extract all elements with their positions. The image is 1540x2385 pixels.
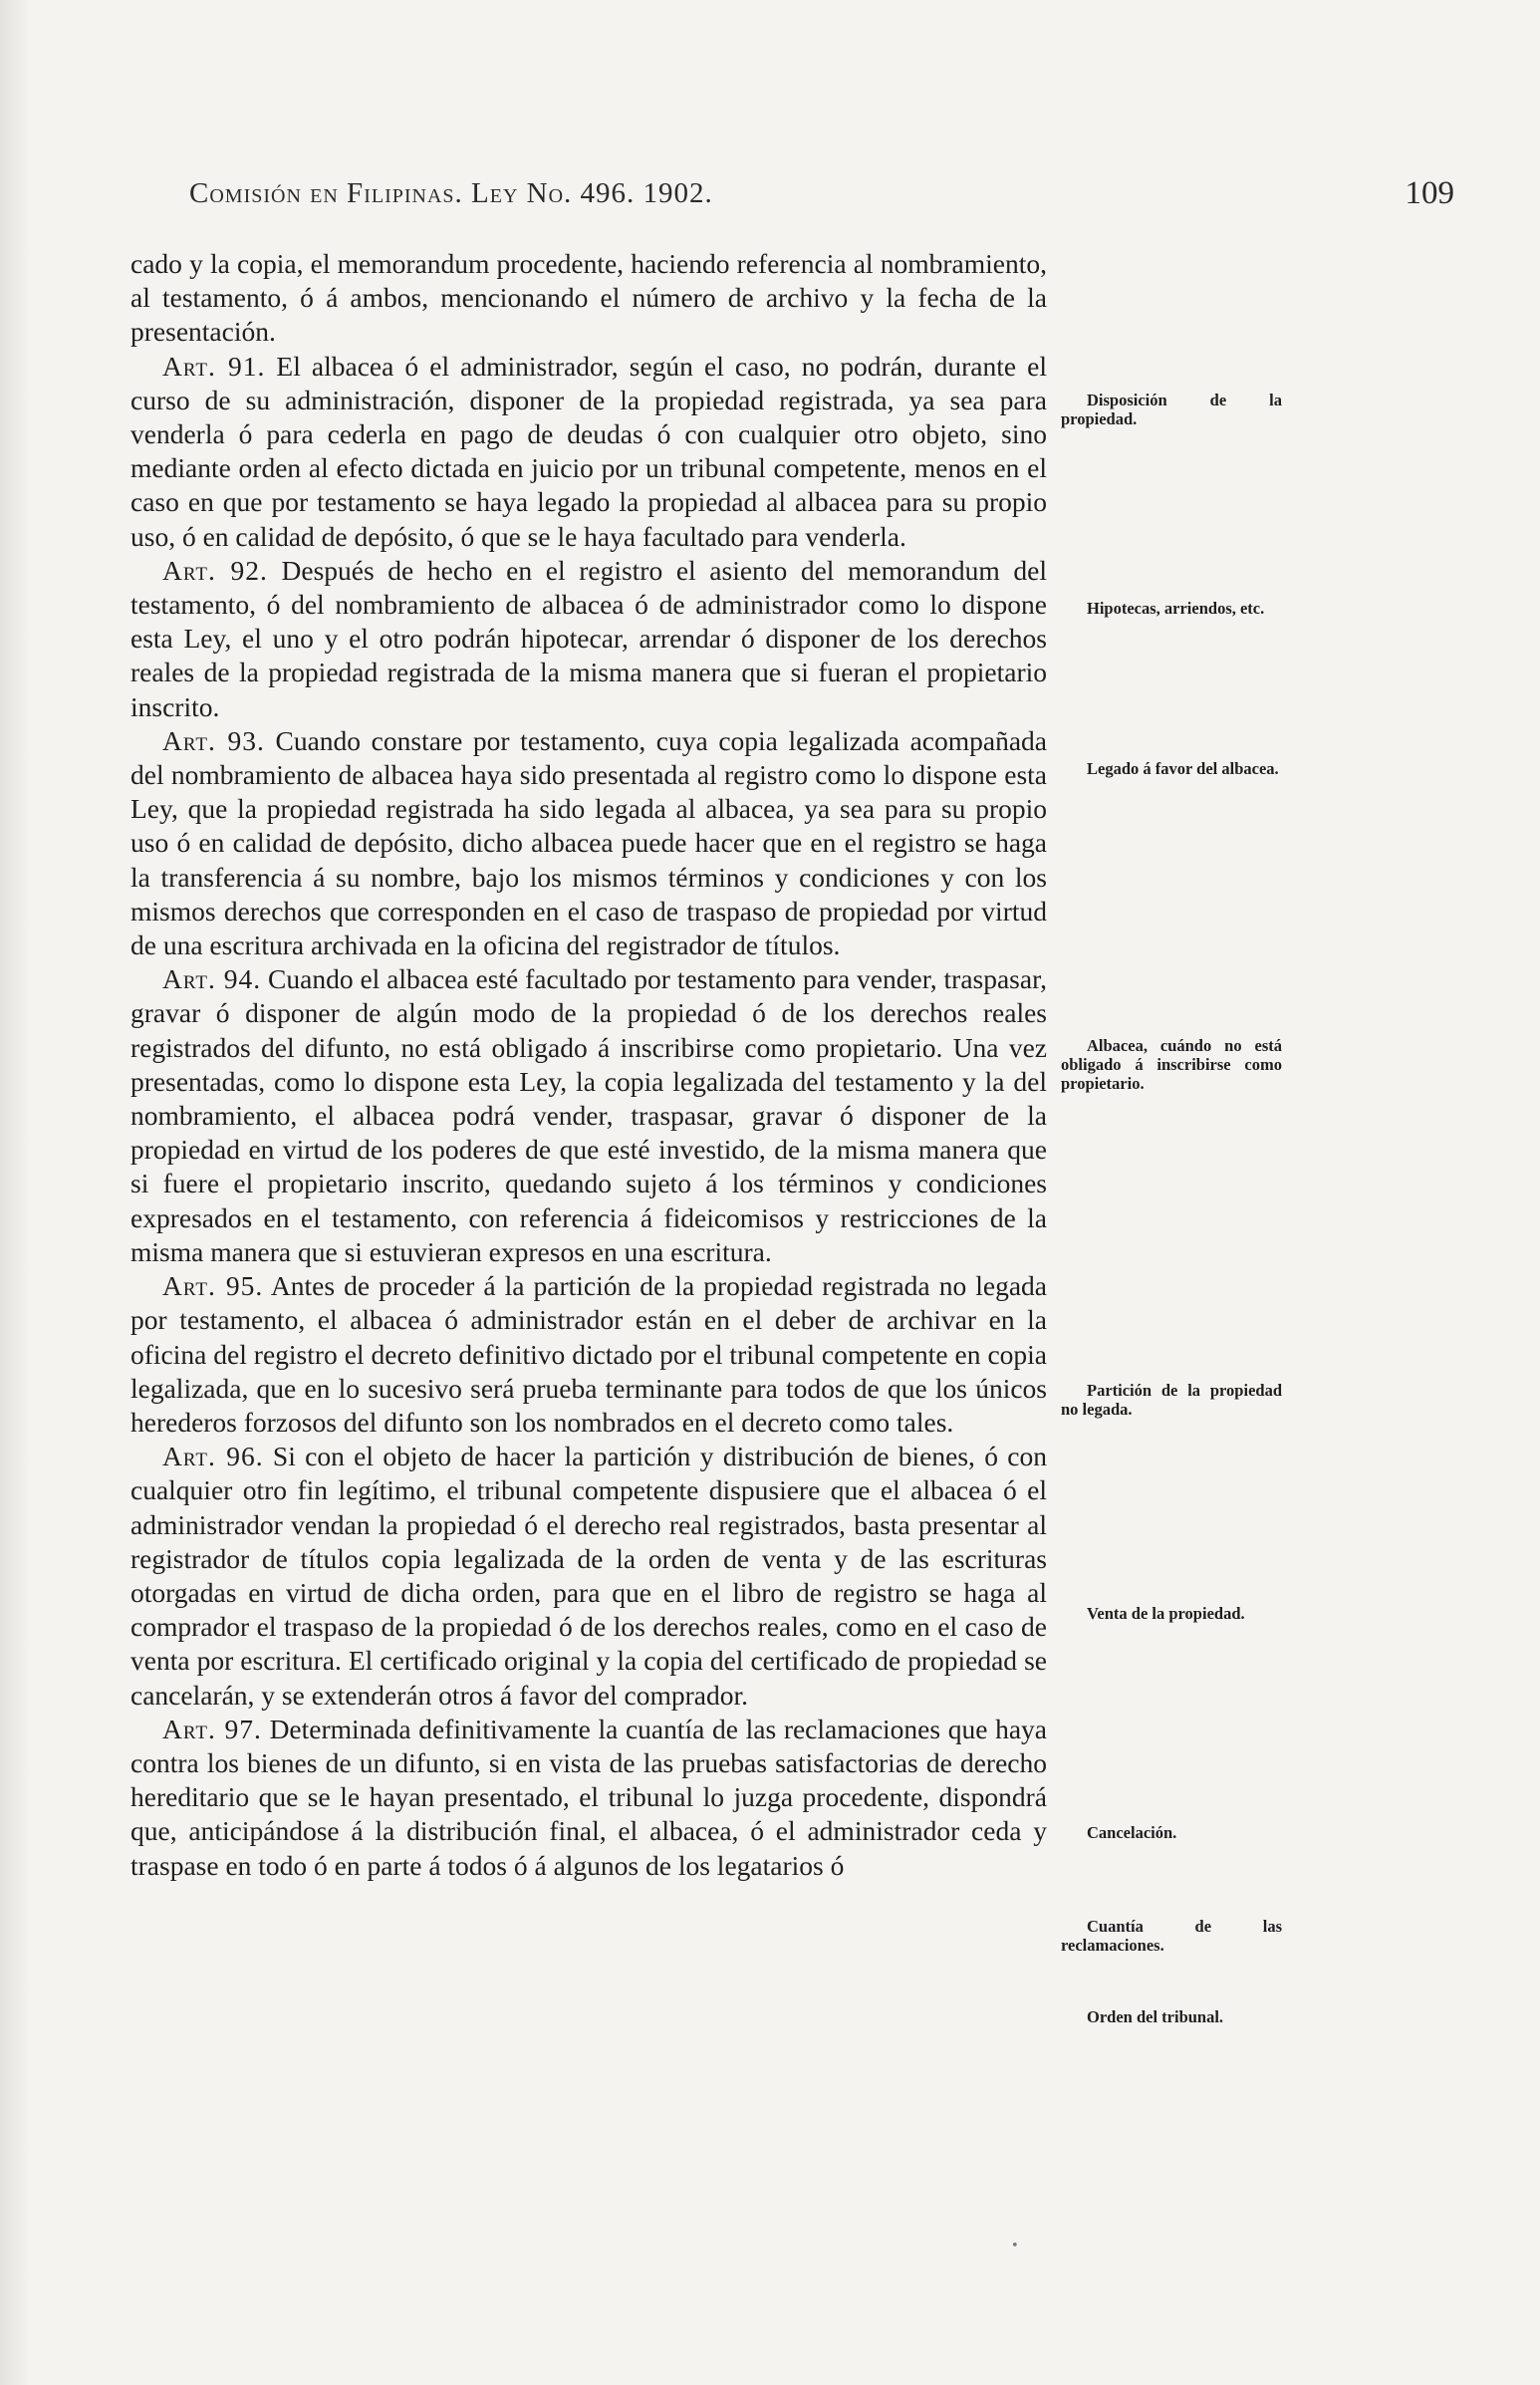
stray-mark: • [1011, 2239, 1019, 2253]
margin-note-disposicion: Disposición de la propiedad. [1061, 391, 1282, 428]
main-text [130, 247, 1047, 1883]
article-label: Art. 91. [162, 350, 266, 382]
article-92 [130, 554, 1047, 724]
article-95 [130, 1269, 1047, 1440]
margin-note-orden: Orden del tribunal. [1087, 2007, 1224, 2026]
article-text: Determinada definitivamente la cuantía de las reclamaciones que haya contra los bienes de un difunto, si en vista de las pruebas satisfactorias de derecho hereditario que se le hayan presentado, el tribunal lo juzga procedente, dispondrá que, anticipándose á la distribución final, el albacea, ó el administrador ceda y traspase en todo ó en parte á todos ó á algunos de los legatarios ó [130, 1713, 1048, 1881]
article-label: Art. 96. [162, 1441, 264, 1472]
margin-note-venta: Venta de la propiedad. [1087, 1604, 1245, 1623]
intro-paragraph: cado y la copia, el memorandum procedente, haciendo referencia al nombramiento, al testamento, ó á ambos, mencionando el número de archivo y la fecha de la presentación. [130, 248, 1047, 348]
margin-note-cancelacion: Cancelación. [1087, 1823, 1177, 1842]
article-97 [130, 1713, 1047, 1883]
article-label: Art. 95. [162, 1270, 264, 1302]
article-93 [130, 724, 1047, 962]
margin-note-cuantia: Cuantía de las reclamaciones. [1061, 1917, 1282, 1955]
margin-notes [1061, 0, 1282, 2385]
article-label: Art. 93. [162, 724, 265, 756]
article-text: Antes de proceder á la partición de la propiedad registrada no legada por testamento, el albacea ó administrador están en el deber de archivar en la oficina del registro el decreto definitivo dictado por el tribunal competente en copia legalizada, que en lo sucesivo será prueba terminante para todos de que los únicos herederos forzosos del difunto son los nombrados en el decreto como tales. [130, 1270, 1048, 1438]
page-number: 109 [1405, 175, 1454, 211]
margin-note-legado: Legado á favor del albacea. [1087, 759, 1279, 778]
article-text: Después de hecho en el registro el asiento del memorandum del testamento, ó del nombramiento de albacea ó de administrador como lo dispone esta Ley, el uno y el otro podrán hipotecar, arrendar ó disponer de los derechos reales de la propiedad registrada de la misma manera que si fueran el propietario inscrito. [130, 554, 1047, 722]
scan-shadow [0, 0, 30, 2385]
margin-note-particion: Partición de la propiedad no legada. [1061, 1381, 1282, 1419]
article-94 [130, 962, 1047, 1269]
article-text: Cuando constare por testamento, cuya copia legalizada acompañada del nombramiento de albacea haya sido presentada al registro como lo dispone esta Ley, que la propiedad registrada ha sido legada al albacea, ya sea para su propio uso ó en calidad de depósito, dicho albacea puede hacer que en el registro se haga la transferencia á su nombre, bajo los mismos términos y condiciones y con los mismos derechos que corresponden en el caso de traspaso de propiedad por virtud de una escritura archivada en la oficina del registrador de títulos. [130, 724, 1048, 961]
article-text: Cuando el albacea esté facultado por testamento para vender, traspasar, gravar ó disponer de algún modo de la propiedad ó de los derechos reales registrados del difunto, no está obligado á inscribirse como propietario. Una vez presentadas, como lo dispone esta Ley, la copia legalizada del testamento y la del nombramiento, el albacea podrá vender, traspasar, gravar ó disponer de la propiedad en virtud de los poderes de que esté investido, de la misma manera que si fuere el propietario inscrito, quedando sujeto á los términos y condiciones expresados en el testamento, con referencia á fideicomisos y restricciones de la misma manera que si estuvieran expresos en una escritura. [130, 963, 1048, 1267]
article-label: Art. 92. [162, 554, 268, 586]
running-head: Comisión en Filipinas. Ley No. 496. 1902. [189, 177, 713, 209]
article-text: Si con el objeto de hacer la partición y distribución de bienes, ó con cualquier otro fin legítimo, el tribunal competente dispusiere que el albacea ó el administrador vendan la propiedad ó el derecho real registrados, basta presentar al registrador de títulos copia legalizada de la orden de venta y de las escrituras otorgadas en virtud de dicha orden, para que en el libro de registro se haga al comprador el traspaso de la propiedad ó de los derechos reales, como en el caso de venta por escritura. El certificado original y la copia del certificado de propiedad se cancelarán, y se extenderán otros á favor del comprador. [130, 1441, 1048, 1711]
article-label: Art. 94. [162, 963, 262, 995]
margin-note-hipotecas: Hipotecas, arriendos, etc. [1087, 599, 1265, 618]
article-91 [130, 350, 1047, 554]
article-96 [130, 1440, 1047, 1713]
margin-note-albacea: Albacea, cuándo no está obligado á inscribirse como propietario. [1061, 1036, 1282, 1093]
article-label: Art. 97. [162, 1713, 262, 1744]
article-text: El albacea ó el administrador, según el caso, no podrán, durante el curso de su administración, disponer de la propiedad registrada, ya sea para venderla ó para cederla en pago de deudas ó con cualquier otro objeto, sino mediante orden al efecto dictada en juicio por un tribunal competente, menos en el caso en que por testamento se haya legado la propiedad al albacea para su propio uso, ó en calidad de depósito, ó que se le haya facultado para venderla. [130, 350, 1047, 552]
